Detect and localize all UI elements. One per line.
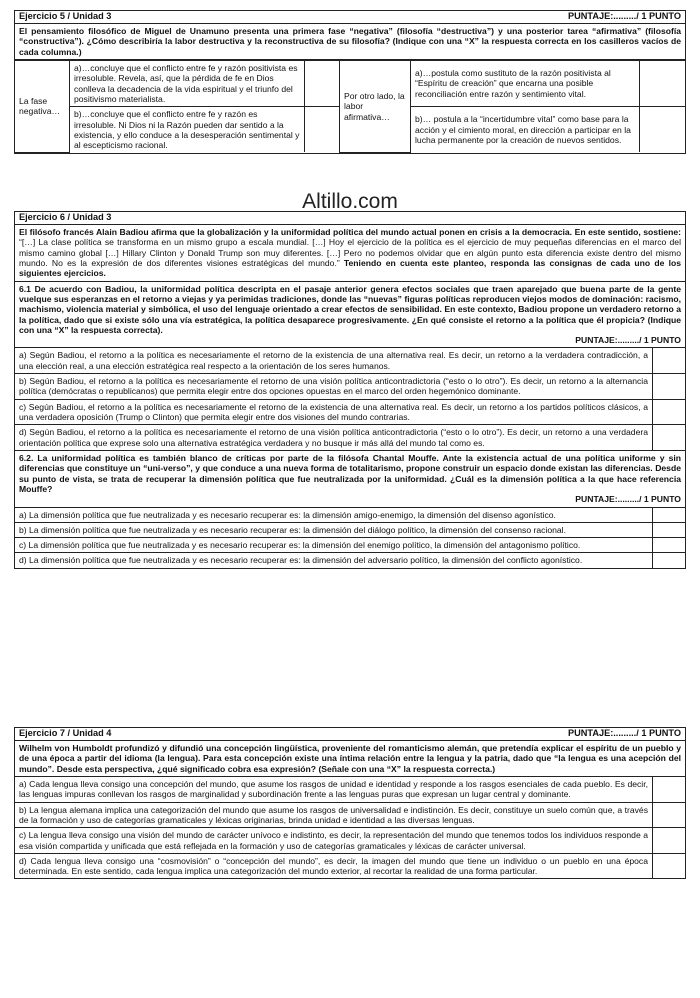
option-row [15,523,685,538]
q6-2-option-b-box[interactable] [653,523,685,537]
exercise-6-intro [15,225,685,282]
question-6-2-text: 6.2. La uniformidad política es también blanco de críticas por parte de la filósofa Chantal Mouffe. Ante la existencia actual de una política uniforme y sin diferencias que constituye un “uni-verso”, y que conduce a una nueva forma de totalitarismo, propone construir un espacio donde existan las diferencias. Desde su punto de vista, se trata de recuperar la dimensión política que fue neutralizada por la uniformidad. ¿Cuál es la dimensión política a la que hace referencia Mouffe? [19,452,681,494]
watermark: Altillo.com [302,190,398,213]
exercise-5-question: El pensamiento filosófico de Miguel de Unamuno presenta una primera fase “negativa” (filosofía “destructiva”) y una posterior tarea “afirmativa” (filosofía “constructiva”). ¿Cómo describiría la labor destructiva y la reconstructiva de su filosofía? (Indique con una “X” la respuesta correcta en los casilleros vacíos de cada columna.) [15,24,685,60]
ex7-option-b-box[interactable] [653,803,685,828]
left-option-a: a)…concluye que el conflicto entre fe y razón positivista es irresoluble. Revela, así, que la pérdida de fe en Dios conlleva la decadencia de la vida espiritual y el triunfo del positivismo materialista. [70,60,305,106]
ex7-option-d: d) Cada lengua lleva consigo una “cosmovisión” o “concepción del mundo”, es decir, la imagen del mundo que tiene un individuo o un pueblo en una época determinada. En este sentido, cada lengua implica una categorización del mundo exterior, al recortar la realidad de una forma particular. [15,854,653,879]
option-row [15,538,685,553]
exercise-6-title: Ejercicio 6 / Unidad 3 [19,212,112,223]
exercise-7-question: Wilhelm von Humboldt profundizó y difundió una concepción lingüística, proveniente del romanticismo alemán, que pretendía explicar el espíritu de un pueblo y de una época a partir del idioma (la lengua). Para esta concepción existe una íntima relación entre la lengua y la patria, dado que “la lengua es una acepción del mundo”. Desde esta perspectiva, ¿qué significado cobra esa expresión? (Señale con una “X” la respuesta correcta.) [15,741,685,777]
ex7-option-c: c) La lengua lleva consigo una visión del mundo de carácter unívoco e indistinto, es decir, la representación del mundo que tenemos todos los individuos responde a esa visión compartida y unificada que está reflejada en la formación y uso de categorías gramaticales y léxicas de carácter universal. [15,828,653,853]
question-6-1-text: 6.1 De acuerdo con Badiou, la uniformidad política descripta en el pasaje anterior genera efectos sociales que traen aparejado que buena parte de la gente vuelque sus esperanzas en el retorno a viejas y ya perimidas tradiciones, donde las “nuevas” figuras políticas reproducen viejos modos de dominación: racismo, machismo, violencia material y simbólica, el uso del lenguaje orientado a crear efectos de sensibilidad. En este contexto, Badiou propone un verdadero retorno a la política, dado que si existe sólo una vía estratégica, la política desaparece progresivamente. ¿En qué consiste el retorno a la política que él propicia? (Indique con una “X” la respuesta correcta). [19,283,681,335]
q6-1-option-b-box[interactable] [653,374,685,399]
q6-2-option-d-box[interactable] [653,553,685,567]
exercise-6-intro-bold: El filósofo francés Alain Badiou afirma que la globalización y la uniformidad política del mundo actual ponen en crisis a la democracia. En este sentido, sostiene: [19,227,681,237]
exercise-5-points: PUNTAJE:........./ 1 PUNTO [568,11,681,22]
q6-2-option-c-box[interactable] [653,538,685,552]
option-row [15,400,685,426]
ex7-option-d-box[interactable] [653,854,685,879]
q6-1-option-a: a) Según Badiou, el retorno a la política es necesariamente el retorno de la existencia de una alternativa real. Es decir, un retorno a la verdadera contradicción, a una elección real, a una elección estratégica real respecto a la orientación de los seres humanos. [15,348,653,373]
question-6-2 [15,451,685,508]
exercise-7-points: PUNTAJE:........./ 1 PUNTO [568,728,681,739]
ex7-option-b: b) La lengua alemana implica una categorización del mundo que asume los rasgos de universalidad e indistinción. Es decir, constituye un suelo común que, a través de la formación y uso de categorías gramaticales y léxicas originarias, brinda unidad e identidad a las diversas lenguas. [15,803,653,828]
right-option-b: b)… postula a la “incertidumbre vital” como base para la acción y el cimiento moral, en dirección a participar en la lucha permanente por la creación de nuevos sentidos. [411,107,640,153]
question-6-1 [15,282,685,349]
ex7-option-c-box[interactable] [653,828,685,853]
exercise-5 [14,10,686,154]
option-row [15,854,685,879]
question-6-2-points: PUNTAJE:........./ 1 PUNTO [575,494,681,505]
q6-1-option-d: d) Según Badiou, el retorno a la política es necesariamente el retorno de una visión política anticontradictoria (“esto o lo otro”). Es decir, un retorno a una verdadera orientación política que exprese solo una alternativa estratégica verdadera y no busque ir más allá del mundo tal como es. [15,425,653,450]
exercise-6-header [15,212,685,225]
option-row [15,425,685,451]
exercise-6-intro-end: Teniendo en cuenta este planteo, responda las consignas de cada uno de los siguientes ejercicios. [19,257,681,279]
option-row [15,828,685,854]
option-row [15,803,685,829]
q6-1-option-d-box[interactable] [653,425,685,450]
q6-2-option-c: c) La dimensión política que fue neutralizada y es necesario recuperar es: la dimensión del enemigo político, la dimensión del antagonismo político. [15,538,653,552]
right-column-label: Por otro lado, la labor afirmativa… [340,60,411,152]
exercise-7-title: Ejercicio 7 / Unidad 4 [19,728,112,739]
q6-1-option-a-box[interactable] [653,348,685,373]
left-column-label: La fase negativa… [15,60,70,152]
q6-2-option-b: b) La dimensión política que fue neutralizada y es necesario recuperar es: la dimensión del diálogo político, la dimensión del consenso racional. [15,523,653,537]
right-option-a-box[interactable] [640,60,686,106]
q6-2-option-d: d) La dimensión política que fue neutralizada y es necesario recuperar es: la dimensión del adversario político, la dimensión del conflicto agonístico. [15,553,653,567]
exercise-7 [14,727,686,879]
exercise-6-intro-quote: “[…] La clase política se transforma en un mismo grupo a escala mundial. […] Hoy el ejercicio de la política es el ejercicio de muy pequeñas diferencias en el marco del mismo camino global […] Hillary Clinton y Donald Trump son muy diferentes. […] Pero no podemos olvidar que en algún punto esta diferencia existe dentro del mismo mundo. No es la expresión de dos diferentes visiones estratégicas del mundo.” [19,237,681,268]
option-row [15,374,685,400]
left-option-b: b)…concluye que el conflicto entre fe y razón es irresoluble. Ni Dios ni la Razón pueden dar sentido a la existencia, y ello conduce a la desesperación sentimental y al escepticismo racional. [70,107,305,153]
ex7-option-a: a) Cada lengua lleva consigo una concepción del mundo, que asume los rasgos de unidad e identidad y responde a los rasgos esenciales de cada pueblo. Es decir, las lenguas impuras conllevan los rasgos de marginalidad y subordinación frente a las lenguas puras que expresan un lugar central y dominante. [15,777,653,802]
exercise-5-title: Ejercicio 5 / Unidad 3 [19,11,112,22]
left-option-b-box[interactable] [305,107,340,153]
ex7-option-a-box[interactable] [653,777,685,802]
q6-1-option-c-box[interactable] [653,400,685,425]
option-row [15,508,685,523]
exercise-5-table [15,60,685,153]
right-option-a: a)…postula como sustituto de la razón positivista al “Espíritu de creación” que encarna una posible reconciliación entre razón y sentimiento vital. [411,60,640,106]
option-row [15,348,685,374]
q6-2-option-a-box[interactable] [653,508,685,522]
option-row [15,553,685,567]
left-option-a-box[interactable] [305,60,340,106]
option-row [15,777,685,803]
right-option-b-box[interactable] [640,107,686,153]
question-6-1-points: PUNTAJE:........./ 1 PUNTO [575,335,681,346]
exercise-5-header [15,11,685,24]
q6-1-option-b: b) Según Badiou, el retorno a la política es necesariamente el retorno de una visión política anticontradictoria (“esto o lo otro”). Es decir, un retorno a la alternancia política (demócratas o republicanos) que permita elegir entre dos opciones opuestas en el marco del orden hegemónico dominante. [15,374,653,399]
q6-2-option-a: a) La dimensión política que fue neutralizada y es necesario recuperar es: la dimensión amigo-enemigo, la dimensión del disenso agonístico. [15,508,653,522]
q6-1-option-c: c) Según Badiou, el retorno a la política es necesariamente el retorno de la existencia de una alternativa real. Es decir, un retorno a los partidos políticos clásicos, a una verdadera oposición (Trump o Clinton) que permita elegir entre dos visiones del mundo contrarias. [15,400,653,425]
exercise-6 [14,211,686,569]
exercise-7-header [15,728,685,741]
